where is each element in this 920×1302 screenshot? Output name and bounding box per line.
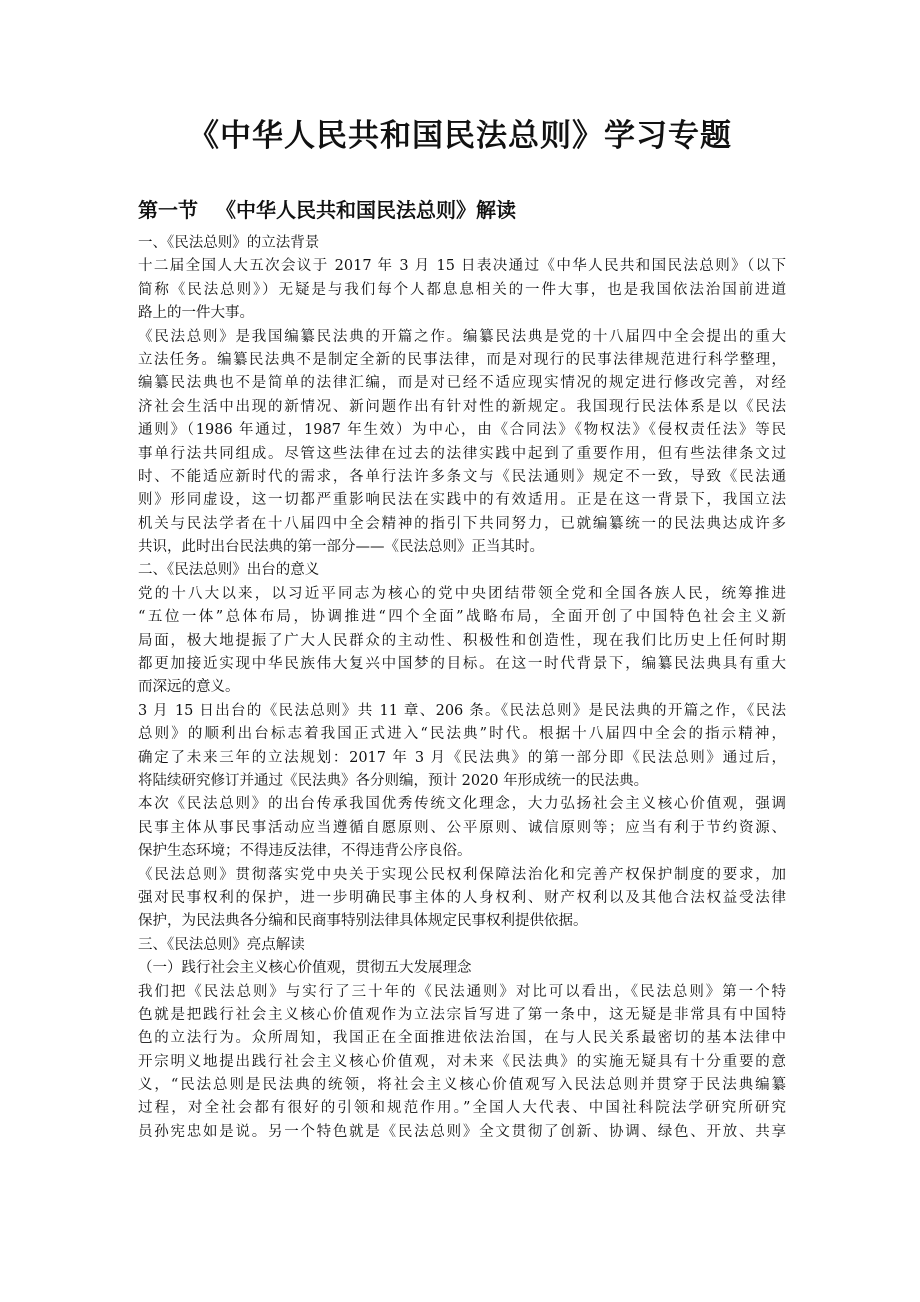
section-number: 第一节: [138, 198, 198, 222]
body-line: 编纂民法典也不是简单的法律汇编，而是对已经不适应现实情况的规定进行修改完善，对经: [138, 375, 786, 392]
body-line: 过程，对全社会都有很好的引领和规范作用。”全国人大代表、中国社科院法学研究所研究: [138, 1100, 786, 1117]
body-line: 本次《民法总则》的出台传承我国优秀传统文化理念，大力弘扬社会主义核心价值观，强调: [138, 796, 786, 813]
section-heading: [138, 195, 516, 225]
body-line: 我们把《民法总则》与实行了三十年的《民法通则》对比可以看出，《民法总则》第一个特: [138, 983, 786, 1000]
body-line: 开宗明义地提出践行社会主义核心价值观，对未来《民法典》的实施无疑具有十分重要的意: [138, 1053, 786, 1070]
body-line: 而深远的意义。: [138, 679, 240, 696]
body-line: “五位一体”总体布局，协调推进“四个全面”战略布局，全面开创了中国特色社会主义新: [138, 609, 786, 626]
body-line: 一、《民法总则》的立法背景: [138, 235, 320, 251]
body-line: 都更加接近实现中华民族伟大复兴中国梦的目标。在这一时代背景下，编纂民法典具有重大: [138, 656, 786, 673]
body-line: 二、《民法总则》出台的意义: [138, 562, 320, 579]
body-line: 共识，此时出台民法典的第一部分——《民法总则》正当其时。: [138, 539, 544, 556]
body-line: 民事主体从事民事活动应当遵循自愿原则、公平原则、诚信原则等；应当有利于节约资源、: [138, 819, 786, 836]
body-line: 义，“民法总则是民法典的统领，将社会主义核心价值观写入民法总则并贯穿于民法典编纂: [138, 1077, 786, 1094]
document-body: [138, 232, 786, 1144]
body-line: 将陆续研究修订并通过《民法典》各分则编，预计 2020 年形成统一的民法典。: [138, 772, 649, 789]
body-line: 3 月 15 日出台的《民法总则》共 11 章、206 条。《民法总则》是民法典的开篇之作，《民法: [138, 702, 786, 719]
body-line: 事单行法共同组成。尽管这些法律在过去的法律实践中起到了重要作用，但有些法律条文过: [138, 445, 786, 462]
body-line: 《民法总则》是我国编纂民法典的开篇之作。编纂民法典是党的十八届四中全会提出的重大: [138, 328, 786, 345]
body-line: 十二届全国人大五次会议于 2017 年 3 月 15 日表决通过《中华人民共和国民法总则》（以下: [138, 258, 786, 275]
section-title: 《中华人民共和国民法总则》解读: [216, 198, 516, 222]
body-line: 员孙宪忠如是说。另一个特色就是《民法总则》全文贯彻了创新、协调、绿色、开放、共享: [138, 1123, 786, 1140]
body-line: 立法任务。编纂民法典不是制定全新的民事法律，而是对现行的民事法律规范进行科学整理，: [138, 351, 786, 368]
body-line: 保护，为民法典各分编和民商事特别法律具体规定民事权利提供依据。: [138, 913, 588, 930]
body-line: 强对民事权利的保护，进一步明确民事主体的人身权利、财产权利以及其他合法权益受法律: [138, 889, 786, 906]
body-line: 机关与民法学者在十八届四中全会精神的指引下共同努力，已就编纂统一的民法典达成许多: [138, 515, 786, 532]
body-line: 济社会生活中出现的新情况、新问题作出有针对性的新规定。我国现行民法体系是以《民法: [138, 398, 786, 415]
body-line: 总则》的顺利出台标志着我国正式进入“民法典”时代。根据十八届四中全会的指示精神，: [138, 726, 786, 743]
body-line: 通则》（1986 年通过，1987 年生效）为中心，由《合同法》《物权法》《侵权责任法》等民: [138, 422, 786, 439]
body-line: 路上的一件大事。: [138, 305, 254, 322]
body-line: （一）践行社会主义核心价值观，贯彻五大发展理念: [138, 960, 472, 977]
body-line: 时、不能适应新时代的需求，各单行法许多条文与《民法通则》规定不一致，导致《民法通: [138, 468, 786, 485]
document-title: 《中华人民共和国民法总则》学习专题: [188, 118, 732, 154]
body-line: 三、《民法总则》亮点解读: [138, 936, 305, 953]
body-line: 色的立法行为。众所周知，我国正在全面推进依法治国，在与人民关系最密切的基本法律中: [138, 1030, 786, 1047]
body-line: 保护生态环境；不得违反法律，不得违背公序良俗。: [138, 843, 472, 860]
body-line: 局面，极大地提振了广大人民群众的主动性、积极性和创造性，现在我们比历史上任何时期: [138, 632, 786, 649]
body-line: 简称《民法总则》）无疑是与我们每个人都息息相关的一件大事，也是我国依法治国前进道: [138, 281, 786, 298]
body-line: 党的十八大以来，以习近平同志为核心的党中央团结带领全党和全国各族人民，统筹推进: [138, 585, 786, 602]
body-line: 确定了未来三年的立法规划：2017 年 3 月《民法典》的第一部分即《民法总则》通过后，: [138, 749, 786, 766]
body-line: 色就是把践行社会主义核心价值观作为立法宗旨写进了第一条中，这无疑是非常具有中国特: [138, 1006, 786, 1023]
body-line: 则》形同虚设，这一切都严重影响民法在实践中的有效适用。正是在这一背景下，我国立法: [138, 492, 786, 509]
body-line: 《民法总则》贯彻落实党中央关于实现公民权利保障法治化和完善产权保护制度的要求，加: [138, 866, 786, 883]
